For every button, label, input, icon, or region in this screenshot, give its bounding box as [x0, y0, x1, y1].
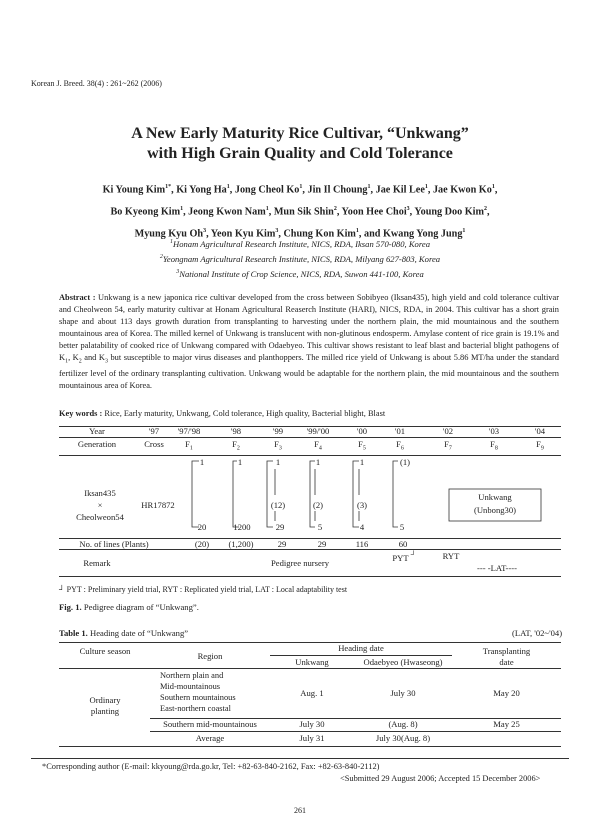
bottom-count-5: 5: [399, 522, 405, 532]
author-list: [0, 178, 600, 244]
r2-unkwang: July 30: [299, 719, 325, 729]
r2-region: Southern mid-mountainous: [163, 719, 257, 729]
bottom-count-0: 20: [197, 522, 207, 532]
authors-line-3: Myung Kyu Oh$^3$, Yeon Kyu Kim$^3$, Chung Kon Kim$^1$, and Kwang Yong Jung$^1$: [134, 227, 466, 240]
bracket-f5: [353, 461, 359, 527]
year-7: '02: [442, 426, 454, 436]
abstract-text: Unkwang is a new japonica rice cultivar developed from the cross between Sobibyeo (Iksan435), high yield and cold tolerance cultivar and Cheolweon 54, early maturity cultivar at Honam Agricultural Reaserch Institute (HARI), NICS, RDA, in 2004. This cultivar has a short grain shape and about 113 days growth duration from transplanting to harvesting under the northern plain, the mid mountainous and the southern mountainous area of Korea. The milled kernel of Unkwang is translucent with non-glutinous endosperm. Amylase content of rice grain is 19.1% and better palatability of cooked rice of Unkwang compared with Odaebyeo. This cultivar shows resistant to leaf blast and bacterial blight pathogens of $K_1$, $K_2$ and $K_3$ but susceptible to major virus diseases and planthoppers. The milled rice yield of Unkwang is about 5.86 MT/ha under the standard fertilizer level of the ordinary transplanting cultivation. Unkwang would be adaptable for the northern plain, the mid mountainous and the southern mountainous area of Korea.: [59, 293, 559, 390]
year-9: '04: [534, 426, 546, 436]
header-region: Region: [197, 651, 223, 661]
top-count-3: 1: [315, 457, 321, 467]
pedigree-bottom-rule: [59, 576, 561, 577]
year-3: '99: [272, 426, 284, 436]
bracket-f3: [267, 461, 273, 527]
region-list: [160, 670, 236, 714]
lines-value-5: 60: [398, 539, 408, 549]
r2-odaebyeo: (Aug. 8): [388, 719, 418, 729]
bracket-f4: [310, 461, 315, 527]
pedigree-header-rule: [59, 437, 561, 438]
bottom-count-3: 5: [317, 522, 323, 532]
generation-8: $F_8$: [490, 439, 498, 452]
authors-line-1: Ki Young Kim$^{1*}$, Ki Yong Ha$^1$, Jong Cheol Ko$^1$, Jin Il Choung$^1$, Jae Kil Lee$^1$, Jae Kwon Ko$^1$,: [102, 184, 498, 196]
pedigree-footnote: ┘ PYT : Preliminary yield trial, RYT : Replicated yield trial, LAT : Local adaptability test: [59, 585, 348, 594]
journal-reference: Korean J. Breed. 38(4) : 261~262 (2006): [31, 79, 162, 88]
paper-title: [0, 124, 600, 164]
lines-label: No. of lines (Plants): [79, 539, 149, 549]
authors-line-2: Bo Kyeong Kim$^1$, Jeong Kwon Nam$^1$, Mun Sik Shin$^2$, Yoon Hee Choi$^3$, Young Doo Kim$^2$,: [110, 205, 490, 218]
r1-odaebyeo: July 30: [390, 688, 416, 698]
top-count-0: 1: [199, 457, 205, 467]
year-1: '97/'98: [177, 426, 201, 436]
generation-0: Cross: [144, 439, 164, 449]
lines-value-0: (20): [194, 539, 210, 549]
lines-value-4: 116: [355, 539, 369, 549]
ryt-label: RYT: [442, 551, 460, 561]
top-count-5: (1): [399, 457, 411, 467]
year-8: '03: [488, 426, 500, 436]
table-note: (LAT, '02~'04): [512, 628, 563, 638]
figure-caption: Fig. 1. Pedigree diagram of “Unkwang”.: [59, 602, 199, 612]
average-odaebyeo: July 30(Aug. 8): [375, 733, 431, 743]
lines-value-2: 29: [277, 539, 287, 549]
pedigree-nursery-label: Pedigree nursery: [271, 558, 329, 568]
remark-label: Remark: [83, 558, 111, 568]
parent-2: Cheolweon54: [76, 512, 124, 522]
header-odaebyeo: Odaebyeo (Hwaseong): [363, 657, 443, 667]
year-5: '00: [356, 426, 368, 436]
table-row2-rule: [150, 731, 561, 732]
cross-symbol: ×: [97, 500, 103, 510]
average-label: Average: [195, 733, 225, 743]
table-bottom-rule: [59, 746, 561, 747]
generation-6: $F_6$: [396, 439, 404, 452]
generation-1: $F_1$: [185, 439, 193, 452]
bottom-count-2: 29: [275, 522, 285, 532]
mid-count-2: (3): [356, 500, 368, 510]
year-6: '01: [394, 426, 406, 436]
footer-rule: [31, 758, 569, 759]
r1-unkwang: Aug. 1: [300, 688, 324, 698]
corresponding-author: *Corresponding author (E-mail: kkyoung@rda.go.kr, Tel: +82-63-840-2162, Fax: +82-63-840-2112): [42, 762, 380, 771]
bracket-f6: [393, 461, 398, 527]
affiliations: [0, 236, 600, 281]
lines-value-1: (1,200): [228, 539, 254, 549]
abstract: [59, 292, 559, 392]
year-2: '98: [230, 426, 242, 436]
table-header-rule: [59, 668, 561, 669]
affiliation-2: $^2$Yeongnam Agricultural Research Institute, NICS, RDA, Milyang 627-803, Korea: [159, 253, 441, 264]
season-ordinary-planting: Ordinary planting: [89, 695, 121, 716]
mid-count-0: (12): [270, 500, 286, 510]
pedigree-lines-rule: [59, 549, 561, 550]
lat-label: --- -LAT----: [476, 563, 517, 573]
year-0: '97: [148, 426, 160, 436]
generation-5: $F_5$: [358, 439, 366, 452]
pyt-label: PYT ┘: [392, 551, 416, 563]
r2-transplanting: May 25: [493, 719, 520, 729]
generation-3: $F_3$: [274, 439, 282, 452]
parent-1: Iksan435: [84, 488, 116, 498]
header-heading-date: Heading date: [338, 643, 384, 653]
average-unkwang: July 31: [299, 733, 325, 743]
lines-value-3: 29: [317, 539, 327, 549]
generation-4: $F_4$: [314, 439, 322, 452]
year-4: '99/'00: [306, 426, 330, 436]
mid-count-1: (2): [312, 500, 324, 510]
generation-7: $F_7$: [444, 439, 452, 452]
table-caption: Table 1. Heading date of “Unkwang”: [59, 628, 189, 638]
keywords-label: Key words :: [59, 409, 103, 418]
bottom-count-1: 1200: [233, 522, 251, 532]
cross-name: HR17872: [141, 500, 175, 510]
cultivar-line-name: (Unbong30): [473, 505, 516, 515]
table-heading-rule: [270, 655, 452, 656]
region-line-0: Northern plain and: [160, 671, 224, 680]
abstract-label: Abstract :: [59, 293, 96, 302]
generation-9: $F_9$: [536, 439, 544, 452]
region-line-3: East-northern coastal: [160, 704, 231, 713]
top-count-2: 1: [275, 457, 281, 467]
page-number: 261: [294, 806, 306, 815]
pedigree-year-label: Year: [89, 426, 105, 436]
affiliation-3: $^3$National Institute of Crop Science, NICS, RDA, Suwon 441-100, Korea: [176, 268, 424, 279]
keywords-text: Rice, Early maturity, Unkwang, Cold tolerance, High quality, Bacterial blight, Blast: [104, 409, 386, 418]
pedigree-generation-label: Generation: [77, 439, 117, 449]
footnote-mark-icon: ┘: [59, 585, 65, 594]
generation-2: $F_2$: [232, 439, 240, 452]
top-count-1: 1: [237, 457, 243, 467]
header-culture-season: Culture season: [79, 646, 131, 656]
bracket-f1: [192, 461, 199, 527]
cultivar-name: Unkwang: [478, 492, 512, 502]
title-line-2: with High Grain Quality and Cold Tolerance: [147, 145, 453, 162]
bottom-count-4: 4: [359, 522, 365, 532]
keywords: [59, 409, 559, 418]
submission-dates: <Submitted 29 August 2006; Accepted 15 December 2006>: [340, 774, 541, 783]
title-line-1: A New Early Maturity Rice Cultivar, “Unkwang”: [131, 125, 469, 142]
region-line-2: Southern mountainous: [160, 693, 236, 702]
header-transplanting: Transplanting date: [482, 646, 531, 667]
top-count-4: 1: [359, 457, 365, 467]
header-unkwang: Unkwang: [295, 657, 329, 667]
r1-transplanting: May 20: [493, 688, 520, 698]
bracket-f2: [233, 461, 239, 527]
affiliation-1: $^1$Honam Agricultural Research Institute, NICS, RDA, Iksan 570-080, Korea: [170, 238, 430, 249]
region-line-1: Mid-mountainous: [160, 682, 221, 691]
